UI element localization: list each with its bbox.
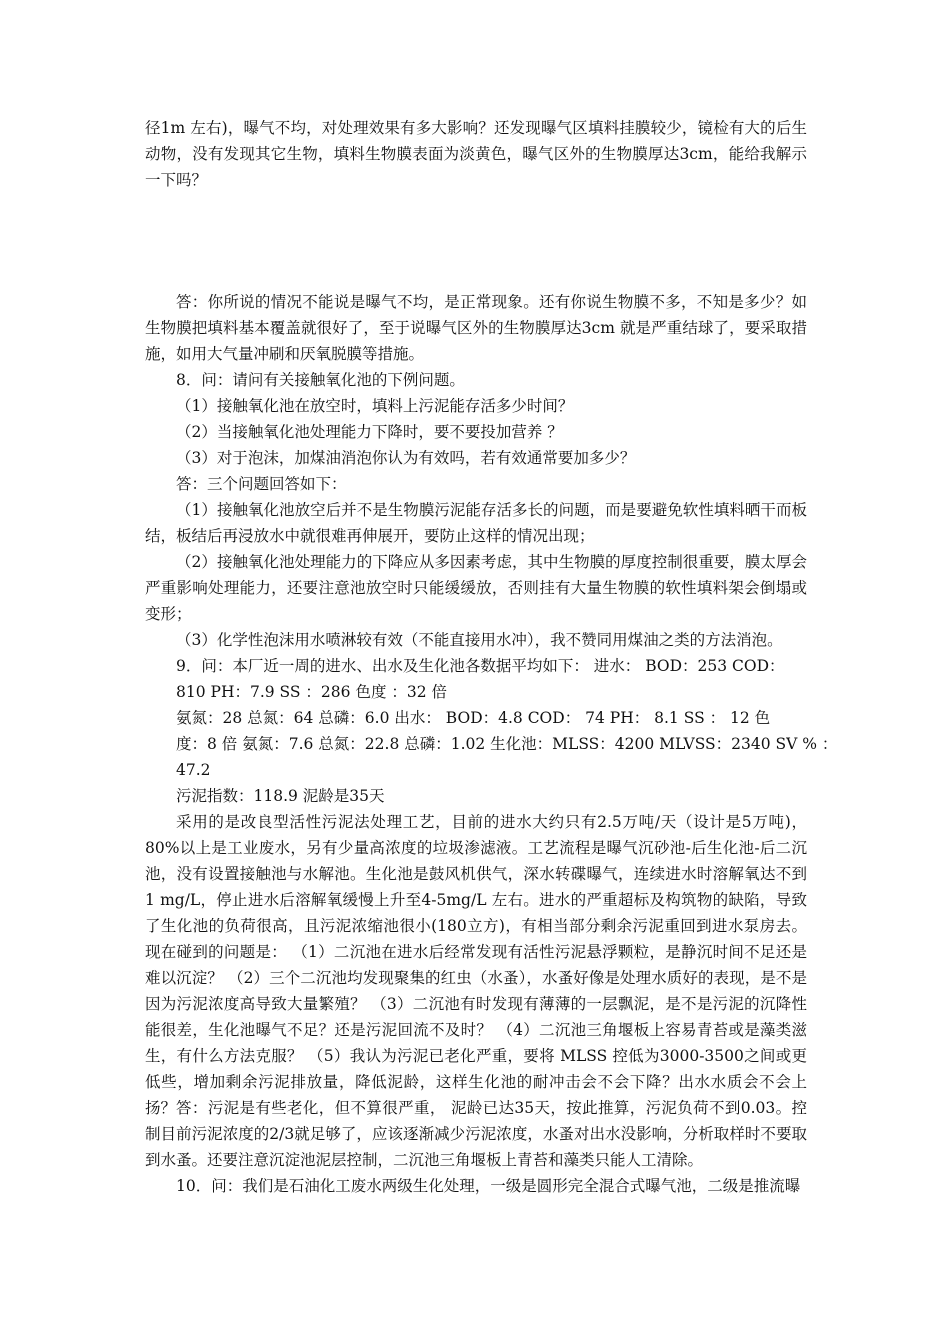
question-10: 10．问：我们是石油化工废水两级生化处理，一级是圆形完全混合式曝气池，二级是推流曝: [176, 1177, 801, 1195]
question-8-title: 8．问：请问有关接触氧化池的下例问题。: [176, 371, 465, 389]
answer-8-item-2: （2）接触氧化池处理能力的下降应从多因素考虑，其中生物膜的厚度控制很重要，膜太厚会严重影响处理能力，还要注意池放空时只能缓缓放，否则挂有大量生物膜的软性填料架会倒塌或变形；: [145, 553, 807, 623]
question-9-line-4: 度：8 倍 氨氮：7.6 总氮：22.8 总磷：1.02 生化池：MLSS：4200 MLVSS：2340 SV % ：: [176, 735, 838, 753]
question-9-line-2: 810 PH：7.9 SS ：286 色度 ：32 倍: [176, 683, 448, 701]
answer-8-intro: 答：三个问题回答如下：: [176, 475, 347, 493]
question-9-line-1: 9．问：本厂近一周的进水、出水及生化池各数据平均如下： 进水： BOD：253 COD：: [176, 657, 785, 675]
question-8-item-2: （2）当接触氧化池处理能力下降时，要不要投加营养 ？: [176, 423, 563, 441]
question-8-item-3: （3）对于泡沫，加煤油消泡你认为有效吗，若有效通常要加多少？: [176, 449, 636, 467]
answer-8-item-3: （3）化学性泡沫用水喷淋较有效（不能直接用水冲），我不赞同用煤油之类的方法消泡。: [176, 631, 783, 649]
question-7-continuation: 径1m 左右)，曝气不均，对处理效果有多大影响？还发现曝气区填料挂膜较少，镜检有大的后生动物，没有发现其它生物，填料生物膜表面为淡黄色，曝气区外的生物膜厚达3cm，能给我解示一下吗？: [145, 119, 807, 189]
question-9-body: 采用的是改良型活性污泥法处理工艺，目前的进水大约只有2.5万吨/天（设计是5万吨)，80%以上是工业废水，另有少量高浓度的垃圾渗滤液。工艺流程是曝气沉砂池-后生化池-后二沉池，没有设置接触池与水解池。生化池是鼓风机供气，深水转碟曝气，连续进水时溶解氧达不到 1 mg/L，停止进水后溶解氧缓慢上升至4-5mg/L 左右。进水的严重超标及构筑物的缺陷，导致了生化池的负荷很高，且污泥浓缩池很小(180立方)，有相当部分剩余污泥重回到进水泵房去。 现在碰到的问题是： （1）二沉池在进水后经常发现有活性污泥悬浮颗粒，是静沉时间不足还是难以沉淀？ （2）三个二沉池均发现聚集的红虫（水蚤），水蚤好像是处理水质好的表现，是不是因为污泥浓度高导致大量繁殖？ （3）二沉池有时发现有薄薄的一层飘泥，是不是污泥的沉降性能很差，生化池曝气不足？还是污泥回流不及时？ （4）二沉池三角堰板上容易青苔或是藻类滋生，有什么方法克服？ （5）我认为污泥已老化严重，要将 MLSS 控低为3000-3500之间或更低些，增加剩余污泥排放量，降低泥龄，这样生化池的耐冲击会不会下降？出水水质会不会上扬？: [145, 813, 807, 1117]
question-9-line-3: 氨氮：28 总氮：64 总磷：6.0 出水： BOD：4.8 COD： 74 PH： 8.1 SS ： 12 色: [176, 709, 771, 727]
answer-7: 答：你所说的情况不能说是曝气不均，是正常现象。还有你说生物膜不多，不知是多少？如生物膜把填料基本覆盖就很好了，至于说曝气区外的生物膜厚达3cm 就是严重结球了，要采取措施，如用大气量冲刷和厌氧脱膜等措施。: [145, 293, 807, 363]
question-9-line-6: 污泥指数：118.9 泥龄是35天: [176, 787, 385, 805]
answer-9: 答：污泥是有些老化，但不算很严重， 泥龄已达35天，按此推算，污泥负荷不到0.03。控制目前污泥浓度的2/3就足够了，应该逐渐减少污泥浓度，水蚤对出水没影响，分析取样时不要取到水蚤。还要注意沉淀池泥层控制，二沉池三角堰板上青苔和藻类只能人工清除。: [145, 1099, 807, 1169]
answer-8-item-1: （1）接触氧化池放空后并不是生物膜污泥能存活多长的问题，而是要避免软性填料晒干而板结，板结后再浸放水中就很难再伸展开，要防止这样的情况出现；: [145, 501, 807, 545]
question-9-line-5: 47.2: [176, 761, 211, 779]
question-8-item-1: （1）接触氧化池在放空时，填料上污泥能存活多少时间？: [176, 397, 574, 415]
